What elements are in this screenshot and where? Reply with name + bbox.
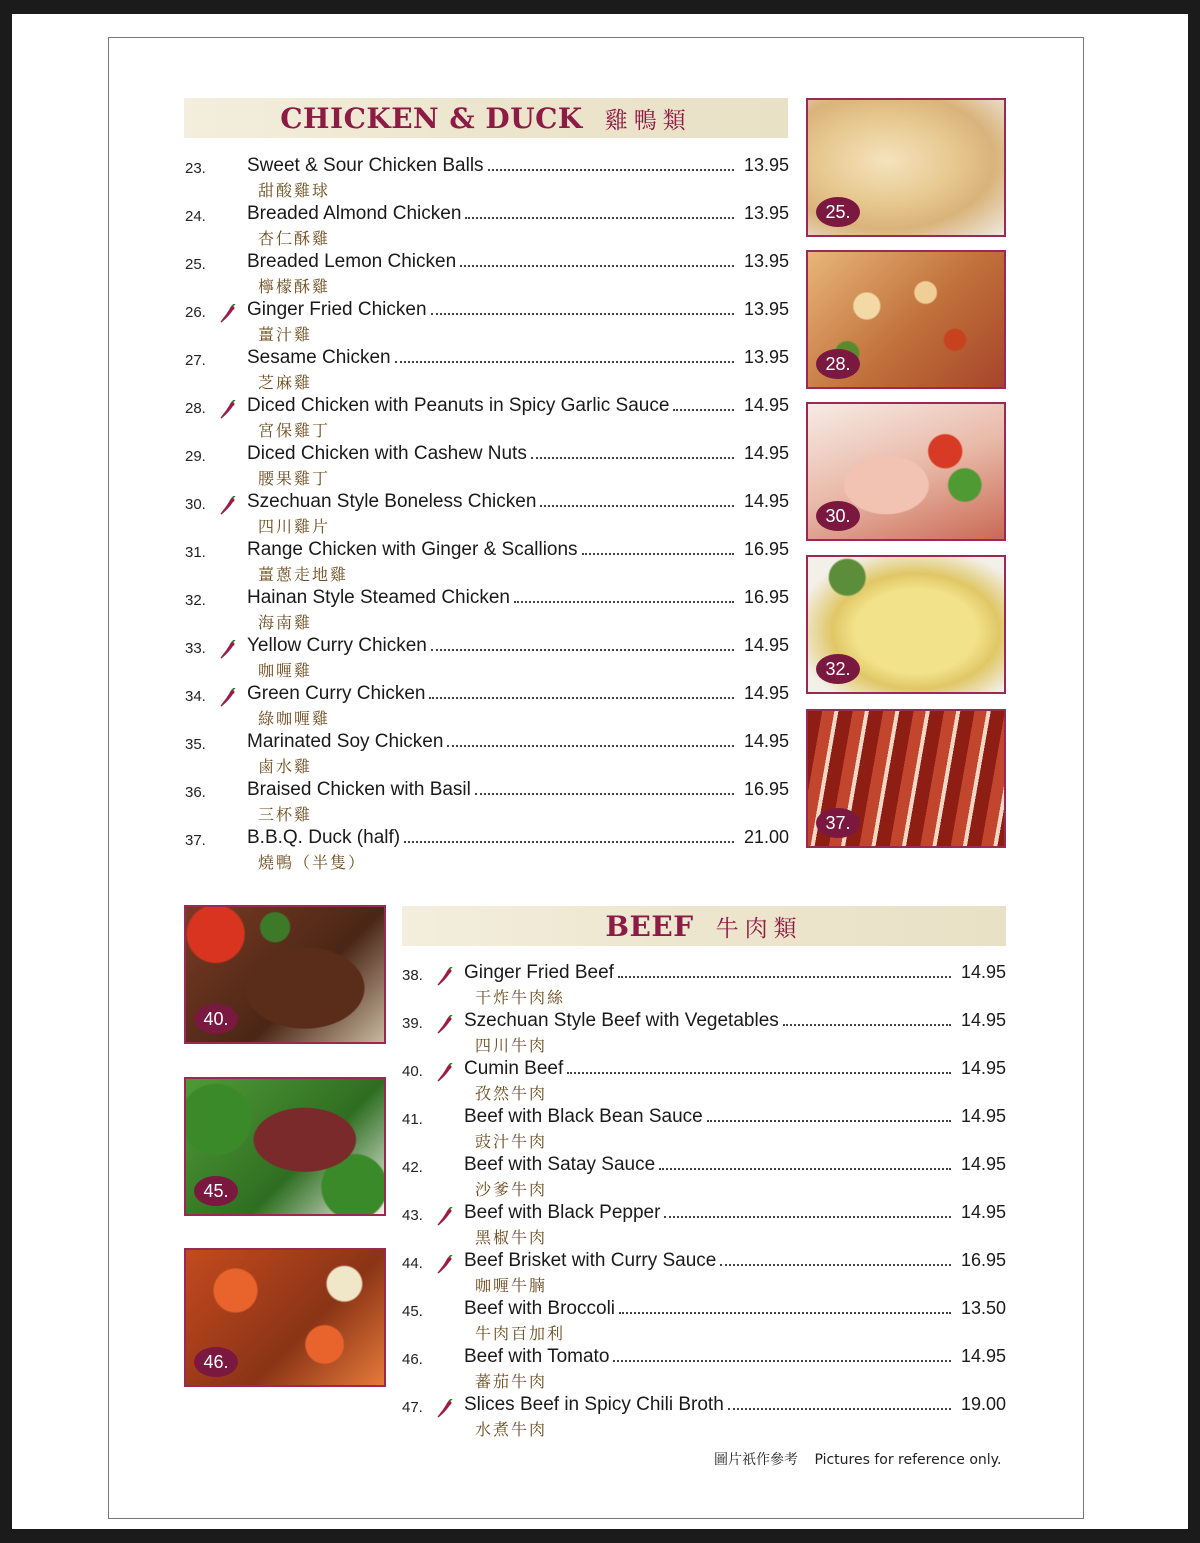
chili-pepper-icon <box>219 304 237 324</box>
menu-item-name: Beef with Tomato <box>464 1346 610 1367</box>
photo-number-badge: 37. <box>816 808 860 838</box>
menu-item-name: Ginger Fried Beef <box>464 962 614 983</box>
menu-item-price: 14.95 <box>743 491 789 511</box>
dot-leader <box>475 793 734 795</box>
menu-item-number: 43. <box>402 1207 423 1224</box>
chili-pepper-icon <box>436 1063 454 1083</box>
menu-item-price: 13.50 <box>960 1298 1006 1318</box>
dot-leader <box>582 553 734 555</box>
menu-item-price: 14.95 <box>743 683 789 703</box>
chili-pepper-icon <box>436 967 454 987</box>
menu-item-name: Diced Chicken with Peanuts in Spicy Garlic Sauce <box>247 395 670 416</box>
menu-item-price: 14.95 <box>960 1010 1006 1030</box>
dot-leader <box>618 976 951 978</box>
menu-item-number: 27. <box>185 352 206 369</box>
menu-item <box>402 1202 1006 1250</box>
menu-item-number: 26. <box>185 304 206 321</box>
menu-item <box>402 1250 1006 1298</box>
reference-note-zh: 圖片祇作參考 <box>714 1452 798 1468</box>
menu-item-number: 37. <box>185 832 206 849</box>
dot-leader <box>488 169 734 171</box>
menu-item-price: 14.95 <box>960 1058 1006 1078</box>
photo-number-badge: 30. <box>816 501 860 531</box>
menu-item <box>185 395 789 443</box>
menu-item-number: 31. <box>185 544 206 561</box>
menu-item-name-zh: 四川牛肉 <box>475 1036 548 1055</box>
menu-item <box>185 827 789 875</box>
menu-item-name-zh: 腰果雞丁 <box>258 469 331 488</box>
menu-item-name: Beef with Satay Sauce <box>464 1154 656 1175</box>
menu-item-name-zh: 咖喱雞 <box>258 661 313 680</box>
menu-item-name-zh: 綠咖喱雞 <box>258 709 331 728</box>
menu-item-number: 38. <box>402 967 423 984</box>
menu-item-number: 36. <box>185 784 206 801</box>
menu-item-name: Beef with Black Pepper <box>464 1202 661 1223</box>
menu-item-price: 13.95 <box>743 299 789 319</box>
menu-item <box>402 1154 1006 1202</box>
menu-item-name: Range Chicken with Ginger & Scallions <box>247 539 578 560</box>
chili-pepper-icon <box>436 1399 454 1419</box>
photo-number-badge: 28. <box>816 349 860 379</box>
menu-item-number: 39. <box>402 1015 423 1032</box>
menu-item-price: 14.95 <box>960 1202 1006 1222</box>
menu-item-name: Breaded Almond Chicken <box>247 203 462 224</box>
chicken-section-title: CHICKEN & DUCK <box>280 101 583 135</box>
menu-item-price: 13.95 <box>743 251 789 271</box>
menu-item-price: 14.95 <box>743 635 789 655</box>
menu-item-line <box>464 1202 1006 1224</box>
menu-item-name-zh: 薑汁雞 <box>258 325 313 344</box>
menu-item-line <box>247 539 789 561</box>
hainan-chicken-photo <box>806 555 1006 694</box>
dot-leader <box>447 745 734 747</box>
dot-leader <box>404 841 734 843</box>
menu-item <box>185 587 789 635</box>
menu-item <box>402 1298 1006 1346</box>
menu-item <box>185 779 789 827</box>
menu-item-line <box>247 443 789 465</box>
menu-item-name: Hainan Style Steamed Chicken <box>247 587 510 608</box>
menu-item-name-zh: 孜然牛肉 <box>475 1084 548 1103</box>
menu-item-number: 32. <box>185 592 206 609</box>
menu-item-number: 35. <box>185 736 206 753</box>
breaded-chicken-photo <box>806 98 1006 237</box>
menu-item-name: Sweet & Sour Chicken Balls <box>247 155 484 176</box>
menu-item-line <box>464 962 1006 984</box>
reference-note-en: Pictures for reference only. <box>814 1452 1002 1468</box>
beef-tomato-photo <box>184 1248 386 1387</box>
menu-item-name-zh: 水煮牛肉 <box>475 1420 548 1439</box>
chili-pepper-icon <box>436 1207 454 1227</box>
menu-item-number: 45. <box>402 1303 423 1320</box>
menu-item-name-zh: 牛肉百加利 <box>475 1324 566 1343</box>
photo-number-badge: 25. <box>816 197 860 227</box>
menu-item-line <box>247 299 789 321</box>
menu-item <box>402 1106 1006 1154</box>
menu-item-price: 14.95 <box>960 1106 1006 1126</box>
menu-item-name-zh: 宮保雞丁 <box>258 421 331 440</box>
dot-leader <box>728 1408 951 1410</box>
menu-item-name-zh: 蕃茄牛肉 <box>475 1372 548 1391</box>
dot-leader <box>673 409 734 411</box>
photo-number-badge: 32. <box>816 654 860 684</box>
menu-item <box>402 1058 1006 1106</box>
menu-item-number: 33. <box>185 640 206 657</box>
dot-leader <box>460 265 734 267</box>
menu-item-line <box>247 731 789 753</box>
menu-item-name-zh: 干炸牛肉絲 <box>475 988 566 1007</box>
menu-item-line <box>464 1346 1006 1368</box>
menu-item-name-zh: 沙爹牛肉 <box>475 1180 548 1199</box>
menu-item-price: 14.95 <box>960 1154 1006 1174</box>
dot-leader <box>395 361 734 363</box>
photo-number-badge: 40. <box>194 1004 238 1034</box>
menu-item <box>185 443 789 491</box>
dot-leader <box>707 1120 951 1122</box>
menu-item-line <box>464 1250 1006 1272</box>
dot-leader <box>783 1024 951 1026</box>
menu-item-line <box>247 587 789 609</box>
menu-item-price: 16.95 <box>743 587 789 607</box>
dot-leader <box>720 1264 951 1266</box>
dot-leader <box>465 217 734 219</box>
menu-item-name: Ginger Fried Chicken <box>247 299 427 320</box>
menu-item-number: 41. <box>402 1111 423 1128</box>
menu-item-line <box>247 251 789 273</box>
reference-note <box>714 1449 1013 1469</box>
menu-item-price: 16.95 <box>743 779 789 799</box>
menu-item <box>185 347 789 395</box>
menu-item-name-zh: 杏仁酥雞 <box>258 229 331 248</box>
menu-item <box>185 203 789 251</box>
photo-number-badge: 46. <box>194 1347 238 1377</box>
menu-item-name-zh: 芝麻雞 <box>258 373 313 392</box>
menu-item-number: 25. <box>185 256 206 273</box>
menu-item-price: 14.95 <box>743 395 789 415</box>
menu-item-price: 14.95 <box>960 1346 1006 1366</box>
bbq-duck-photo <box>806 709 1006 848</box>
menu-item-price: 13.95 <box>743 155 789 175</box>
chili-pepper-icon <box>219 640 237 660</box>
chicken-section-banner <box>184 98 788 138</box>
dot-leader <box>429 697 734 699</box>
szechuan-chicken-photo <box>806 402 1006 541</box>
menu-item-name-zh: 薑蔥走地雞 <box>258 565 349 584</box>
menu-item-name-zh: 三杯雞 <box>258 805 313 824</box>
menu-item-name: Yellow Curry Chicken <box>247 635 427 656</box>
chicken-menu-list <box>185 155 789 875</box>
menu-item-name: Szechuan Style Boneless Chicken <box>247 491 537 512</box>
menu-item-number: 34. <box>185 688 206 705</box>
menu-item-line <box>464 1394 1006 1416</box>
menu-item-line <box>247 827 789 849</box>
beef-broccoli-photo <box>184 1077 386 1216</box>
menu-item-line <box>247 683 789 705</box>
dot-leader <box>613 1360 951 1362</box>
beef-menu-list <box>402 962 1006 1442</box>
beef-section-title: BEEF <box>605 909 694 943</box>
menu-item-name-zh: 四川雞片 <box>258 517 331 536</box>
menu-item-line <box>247 491 789 513</box>
menu-item-name: Beef Brisket with Curry Sauce <box>464 1250 717 1271</box>
menu-item-number: 40. <box>402 1063 423 1080</box>
dot-leader <box>659 1168 951 1170</box>
menu-item-line <box>464 1106 1006 1128</box>
photo-number-badge: 45. <box>194 1176 238 1206</box>
menu-item <box>185 491 789 539</box>
dot-leader <box>567 1072 951 1074</box>
menu-item <box>185 155 789 203</box>
chili-pepper-icon <box>219 496 237 516</box>
menu-item-line <box>247 779 789 801</box>
menu-item <box>185 731 789 779</box>
menu-item-price: 13.95 <box>743 347 789 367</box>
menu-item-name-zh: 燒鴨（半隻） <box>258 853 367 872</box>
menu-item-number: 47. <box>402 1399 423 1416</box>
menu-item-number: 24. <box>185 208 206 225</box>
menu-item-price: 14.95 <box>743 443 789 463</box>
menu-item-number: 30. <box>185 496 206 513</box>
menu-item-name-zh: 海南雞 <box>258 613 313 632</box>
dot-leader <box>431 649 734 651</box>
menu-item <box>402 1346 1006 1394</box>
menu-item-name: Braised Chicken with Basil <box>247 779 471 800</box>
menu-item-price: 14.95 <box>743 731 789 751</box>
menu-item-line <box>247 635 789 657</box>
menu-item-number: 23. <box>185 160 206 177</box>
menu-item-number: 29. <box>185 448 206 465</box>
chili-pepper-icon <box>219 400 237 420</box>
menu-item-name-zh: 檸檬酥雞 <box>258 277 331 296</box>
menu-item-price: 21.00 <box>743 827 789 847</box>
chicken-section-title-zh: 雞鴨類 <box>604 107 692 134</box>
chili-pepper-icon <box>436 1255 454 1275</box>
kung-pao-chicken-photo <box>806 250 1006 389</box>
menu-item-line <box>247 395 789 417</box>
menu-item-number: 46. <box>402 1351 423 1368</box>
menu-item-number: 42. <box>402 1159 423 1176</box>
dot-leader <box>531 457 734 459</box>
dot-leader <box>514 601 734 603</box>
menu-item-line <box>464 1058 1006 1080</box>
menu-item <box>402 962 1006 1010</box>
chili-pepper-icon <box>219 688 237 708</box>
menu-item <box>185 635 789 683</box>
dot-leader <box>619 1312 951 1314</box>
menu-item <box>185 683 789 731</box>
menu-item <box>402 1010 1006 1058</box>
menu-item-line <box>247 155 789 177</box>
menu-item-price: 16.95 <box>960 1250 1006 1270</box>
menu-item-number: 28. <box>185 400 206 417</box>
dot-leader <box>540 505 734 507</box>
menu-item-line <box>464 1154 1006 1176</box>
beef-section-title-zh: 牛肉類 <box>715 915 803 942</box>
menu-item-name-zh: 甜酸雞球 <box>258 181 331 200</box>
dot-leader <box>664 1216 951 1218</box>
menu-item-price: 19.00 <box>960 1394 1006 1414</box>
chili-pepper-icon <box>436 1015 454 1035</box>
menu-item-line <box>247 347 789 369</box>
menu-item-name: Green Curry Chicken <box>247 683 426 704</box>
menu-item-price: 14.95 <box>960 962 1006 982</box>
menu-item-name-zh: 咖喱牛腩 <box>475 1276 548 1295</box>
menu-item-line <box>247 203 789 225</box>
menu-item <box>185 299 789 347</box>
menu-item-name: Marinated Soy Chicken <box>247 731 444 752</box>
menu-item <box>185 539 789 587</box>
menu-item-name-zh: 黑椒牛肉 <box>475 1228 548 1247</box>
beef-section-banner <box>402 906 1006 946</box>
cumin-beef-photo <box>184 905 386 1044</box>
menu-item-name-zh: 鹵水雞 <box>258 757 313 776</box>
menu-item-name: Beef with Black Bean Sauce <box>464 1106 703 1127</box>
menu-item-price: 13.95 <box>743 203 789 223</box>
menu-item-line <box>464 1010 1006 1032</box>
menu-item-number: 44. <box>402 1255 423 1272</box>
menu-item <box>402 1394 1006 1442</box>
menu-item-price: 16.95 <box>743 539 789 559</box>
menu-item-name: B.B.Q. Duck (half) <box>247 827 401 848</box>
menu-item-name: Slices Beef in Spicy Chili Broth <box>464 1394 724 1415</box>
menu-item-name: Cumin Beef <box>464 1058 564 1079</box>
menu-item-name: Breaded Lemon Chicken <box>247 251 457 272</box>
menu-item-name: Szechuan Style Beef with Vegetables <box>464 1010 779 1031</box>
menu-item-name: Diced Chicken with Cashew Nuts <box>247 443 527 464</box>
dot-leader <box>431 313 734 315</box>
menu-item-name-zh: 豉汁牛肉 <box>475 1132 548 1151</box>
menu-item-name: Sesame Chicken <box>247 347 391 368</box>
menu-item <box>185 251 789 299</box>
menu-item-name: Beef with Broccoli <box>464 1298 616 1319</box>
menu-item-line <box>464 1298 1006 1320</box>
